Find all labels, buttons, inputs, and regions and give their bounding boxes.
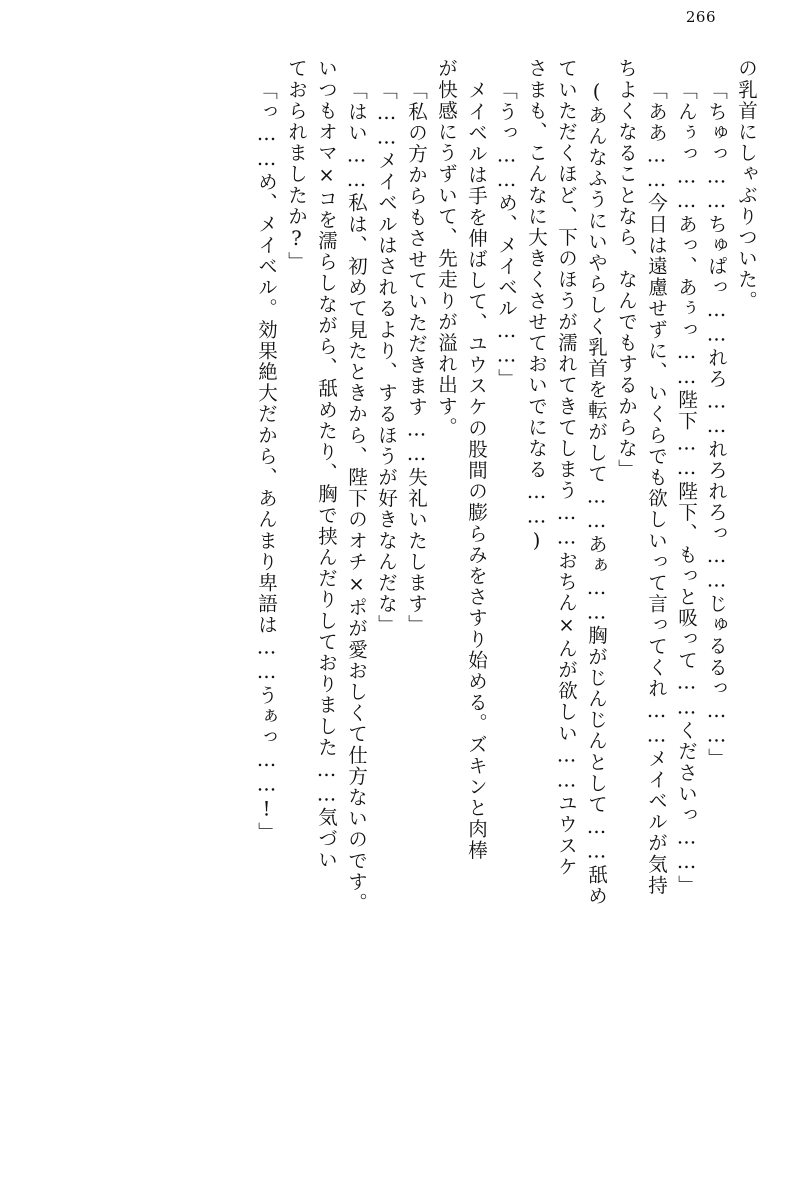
text-line: 「んぅっ……あっ、あぅっ……陛下……陛下、もっと吸って……くださいっ……」 — [675, 80, 698, 896]
text-line: 「はい……私は、初めて見たときから、陛下のオチ×ポが愛おしくて仕方ないのです。 — [345, 80, 368, 914]
text-line: の乳首にしゃぶりついた。 — [735, 58, 758, 312]
text-line: 「っ……め、メイベル。効果絶大だから、あんまり卑語は……うぁっ……!」 — [255, 80, 278, 843]
text-line: 「うっ……め、メイベル……」 — [495, 80, 518, 390]
text-line: メイベルは手を伸ばして、ユウスケの股間の膨らみをさすり始める。ズキンと肉棒 — [465, 80, 488, 861]
text-line: いつもオマ×コを濡らしながら、舐めたり、胸で挟んだりしておりました……気づい — [315, 58, 338, 871]
text-line: 「……メイベルはされるより、するほうが好きなんだな」 — [375, 80, 398, 636]
page-number: 266 — [685, 8, 716, 26]
text-line: 「私の方からもさせていただきます……失礼いたします」 — [405, 80, 428, 636]
vertical-text-body — [40, 58, 756, 1148]
text-line: が快感にうずいて、先走りが溢れ出す。 — [435, 58, 458, 438]
text-line: 「ちゅっ……ちゅぱっ……れろ……れろれろっ……じゅるるっ……」 — [705, 80, 728, 770]
text-line: ておられましたか?」 — [285, 58, 308, 273]
text-line: ていただくほど、下のほうが濡れてきてしまう……おちん×んが欲しい……ユウスケ — [555, 58, 578, 878]
text-line: 「ああ……今日は遠慮せずに、いくらでも欲しいって言ってくれ……メイベルが気持 — [645, 80, 668, 896]
text-line: (あんなふうにいやらしく乳首を転がして……あぁ……胸がじんじんとして……舐め — [585, 80, 608, 907]
text-line: ちよくなることなら、なんでもするからな」 — [615, 58, 638, 480]
text-line: さまも、こんなに大きくさせておいでになる……) — [525, 58, 548, 554]
